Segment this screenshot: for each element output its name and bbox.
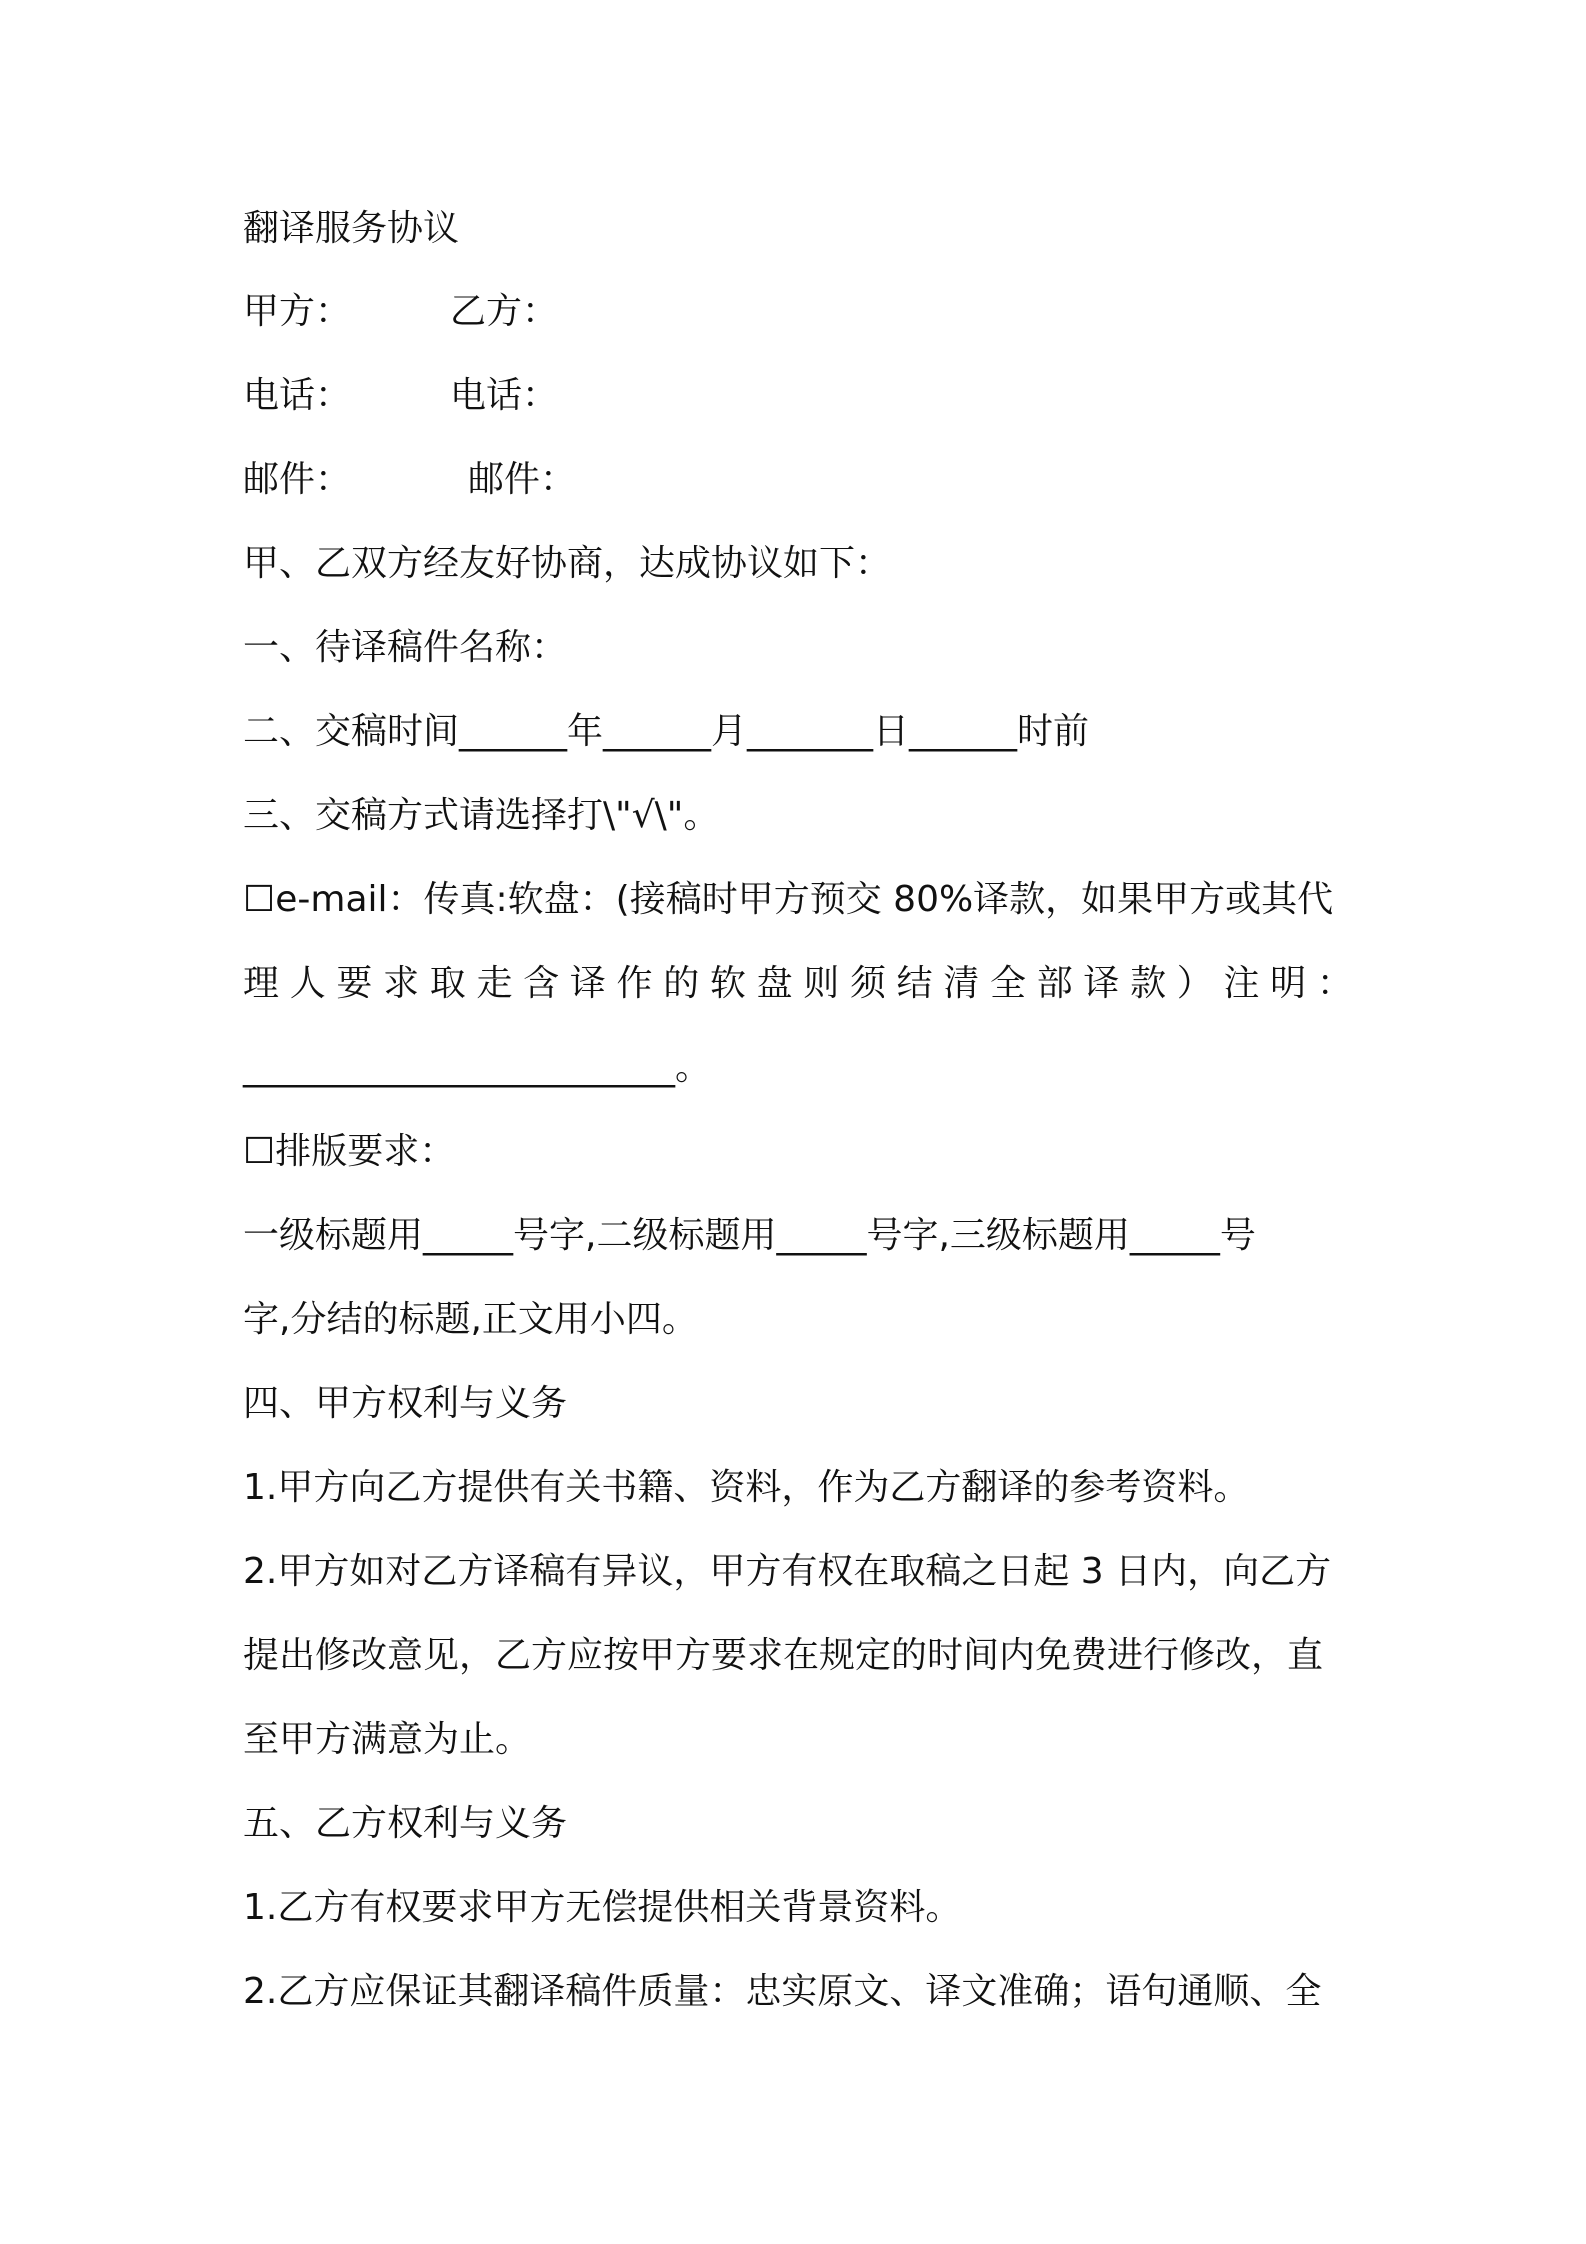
- item-manuscript-name: 一、待译稿件名称：: [243, 627, 568, 668]
- justified-char: 译: [1083, 963, 1120, 1004]
- justified-char: 明: [1270, 963, 1307, 1004]
- justified-char: 则: [803, 963, 840, 1004]
- justified-char: 清: [943, 963, 980, 1004]
- justified-char: 取: [429, 963, 466, 1004]
- section-4-heading: 四、甲方权利与义务: [243, 1383, 568, 1424]
- justified-char: 译: [569, 963, 606, 1004]
- section-4-para-2-line-2: 提出修改意见，乙方应按甲方要求在规定的时间内免费进行修改，直: [243, 1635, 1324, 1676]
- justified-char: 全: [990, 963, 1027, 1004]
- mail-a-label: 邮件：: [243, 459, 352, 500]
- section-5-heading: 五、乙方权利与义务: [243, 1803, 568, 1844]
- justified-char: ：: [1316, 963, 1353, 1004]
- delivery-options-line-1: ☐e-mail：传真:软盘：(接稿时甲方预交 80%译款，如果甲方或其代: [243, 879, 1334, 920]
- mail-b-label: 邮件：: [468, 459, 577, 500]
- justified-char: 人: [289, 963, 326, 1004]
- heading-size-line-1: 一级标题用_____号字,二级标题用_____号字,三级标题用_____号: [243, 1215, 1256, 1256]
- justified-char: 须: [849, 963, 886, 1004]
- item-delivery-method: 三、交稿方式请选择打\"√\"。: [243, 795, 720, 836]
- section-4-para-2-line-3: 至甲方满意为止。: [243, 1719, 532, 1760]
- justified-char: 理: [243, 963, 280, 1004]
- justified-char: 走: [476, 963, 513, 1004]
- heading-size-line-2: 字,分结的标题,正文用小四。: [243, 1299, 698, 1340]
- section-4-para-2-line-1: 2.甲方如对乙方译稿有异议，甲方有权在取稿之日起 3 日内，向乙方: [243, 1551, 1332, 1592]
- justified-char: 的: [663, 963, 700, 1004]
- justified-char: 含: [523, 963, 560, 1004]
- justified-char: 求: [383, 963, 420, 1004]
- justified-char: 盘: [756, 963, 793, 1004]
- section-5-para-1: 1.乙方有权要求甲方无偿提供相关背景资料。: [243, 1887, 962, 1928]
- agreement-intro: 甲、乙双方经友好协商，达成协议如下：: [243, 543, 892, 584]
- delivery-note-blank: ________________________。: [243, 1047, 711, 1088]
- phone-a-label: 电话：: [243, 375, 352, 416]
- justified-char: 软: [709, 963, 746, 1004]
- justified-char: 结: [896, 963, 933, 1004]
- justified-char: 要: [336, 963, 373, 1004]
- document-title: 翻译服务协议: [243, 208, 460, 249]
- section-5-para-2-line-1: 2.乙方应保证其翻译稿件质量：忠实原文、译文准确；语句通顺、全: [243, 1971, 1322, 2012]
- justified-char: 部: [1036, 963, 1073, 1004]
- justified-char: 作: [616, 963, 653, 1004]
- phone-b-label: 电话：: [450, 375, 559, 416]
- justified-char: ）: [1176, 963, 1213, 1004]
- section-4-para-1: 1.甲方向乙方提供有关书籍、资料，作为乙方翻译的参考资料。: [243, 1467, 1250, 1508]
- justified-char: 款: [1130, 963, 1167, 1004]
- layout-requirements: ☐排版要求：: [243, 1131, 456, 1172]
- justified-char: 注: [1223, 963, 1260, 1004]
- party-b-label: 乙方：: [450, 291, 559, 332]
- delivery-options-line-2: [243, 962, 1353, 1006]
- item-delivery-time: 二、交稿时间______年______月_______日______时前: [243, 711, 1090, 752]
- party-a-label: 甲方：: [243, 291, 352, 332]
